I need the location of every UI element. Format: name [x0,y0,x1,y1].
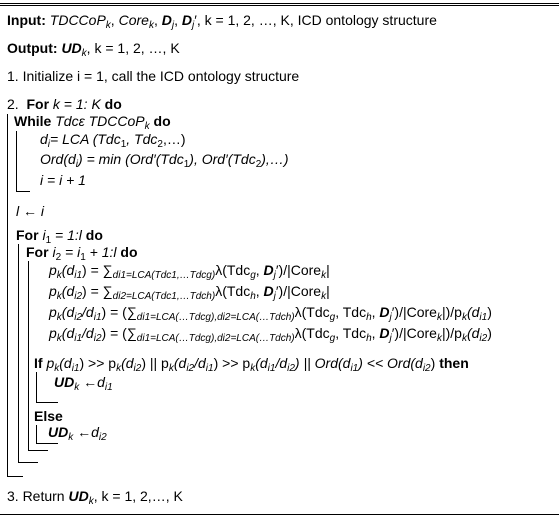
step-3-return: 3. Return $UD_k$, k = 1, 2,…, K [7,488,183,507]
else-bracket-end [36,443,58,444]
input-line: Input: TDCCoP$_k$, Core$_k$, $D_j$, $D_j'$, k = 1, 2, …, K, ICD ontology structure [7,12,437,31]
equation-p-di2-given-di1: $p_k(d_{i2}/d_{i1}) = (\sum_{di1=LCA(\dots Tdcg),di2=LCA(\dots Tdch)}\lambda(Tdc_g$, Tdc$_h$, $D_j')/|Core_k|)/p_k(d_{i1})$ [49,304,492,323]
increment-i: i = i + 1 [40,172,86,188]
if-bracket-end [36,402,58,403]
output-line: Output: $UD_k$, k = 1, 2, …, K [7,40,180,59]
if-bracket [36,372,37,402]
ud-assign-di1: $UD_k$ $\leftarrow d_{i1}$ [54,374,113,393]
step-1: 1. Initialize i = 1, call the ICD ontology structure [7,68,300,84]
bottom-rule [0,514,559,515]
output-label: Output [7,40,53,56]
ud-assign-di2: $UD_k$ $\leftarrow d_{i2}$ [48,424,107,443]
for-i1-line: For $i_1$ = 1:l do [16,227,103,246]
for-i2-bracket-end [28,450,48,451]
equation-p-di2: $p_k(d_{i2}) = \sum_{di2=LCA(Tdc1,\dots Tdch)}\lambda(Tdc_h$, $D_j')/|Core_k|$ [49,283,330,302]
step-2-for: 2. For k = 1: K do [7,96,122,112]
header-rule [0,5,559,6]
while-bracket-end [16,191,30,192]
if-condition-line: If $p_k(d_{i1}) >> p_k(d_{i2})$ || $p_k(d_{i2}/d_{i1}) >> p_k(d_{i1}/d_{i2})$ || $Ord(d_{i1}) << Ord(d_{i2})$ then [34,355,469,374]
for-k-bracket-end [7,476,23,477]
top-rule [0,3,559,4]
assign-ord: $Ord(d_i) = \min (Ord'(Tdc_1)$, Ord′(Tdc$_2$),…) [40,151,289,170]
else-line: Else [34,408,63,424]
for-k-bracket [7,114,8,476]
assign-di: $d_i=$ LCA (Tdc$_1$, Tdc$_2$,…) [40,131,186,150]
while-line: While Tdcε TDCCoP$_k$ do [14,113,171,132]
assign-l: l ← i [16,203,44,219]
for-i1-bracket [18,244,19,462]
for-i2-line: For $i_2 = i_1$ + 1:l do [26,244,138,263]
for-i2-bracket [28,261,29,450]
while-bracket [16,131,17,191]
for-i1-bracket-end [18,462,38,463]
input-label: Input [7,12,42,28]
equation-p-di1: $p_k(d_{i1}) = \sum_{di1=LCA(Tdc1,\dots Tdcg)}\lambda(Tdc_g$, $D_j')/|Core_k|$ [49,262,330,281]
equation-p-di1-given-di2: $p_k(d_{i1}/d_{i2}) = (\sum_{di1=LCA(\dots Tdcg),di2=LCA(\dots Tdch)}\lambda(Tdc_g$, Tdc$_h$, $D_j')/|Core_k|)/p_k(d_{i2})$ [49,325,492,344]
else-bracket [36,425,37,443]
